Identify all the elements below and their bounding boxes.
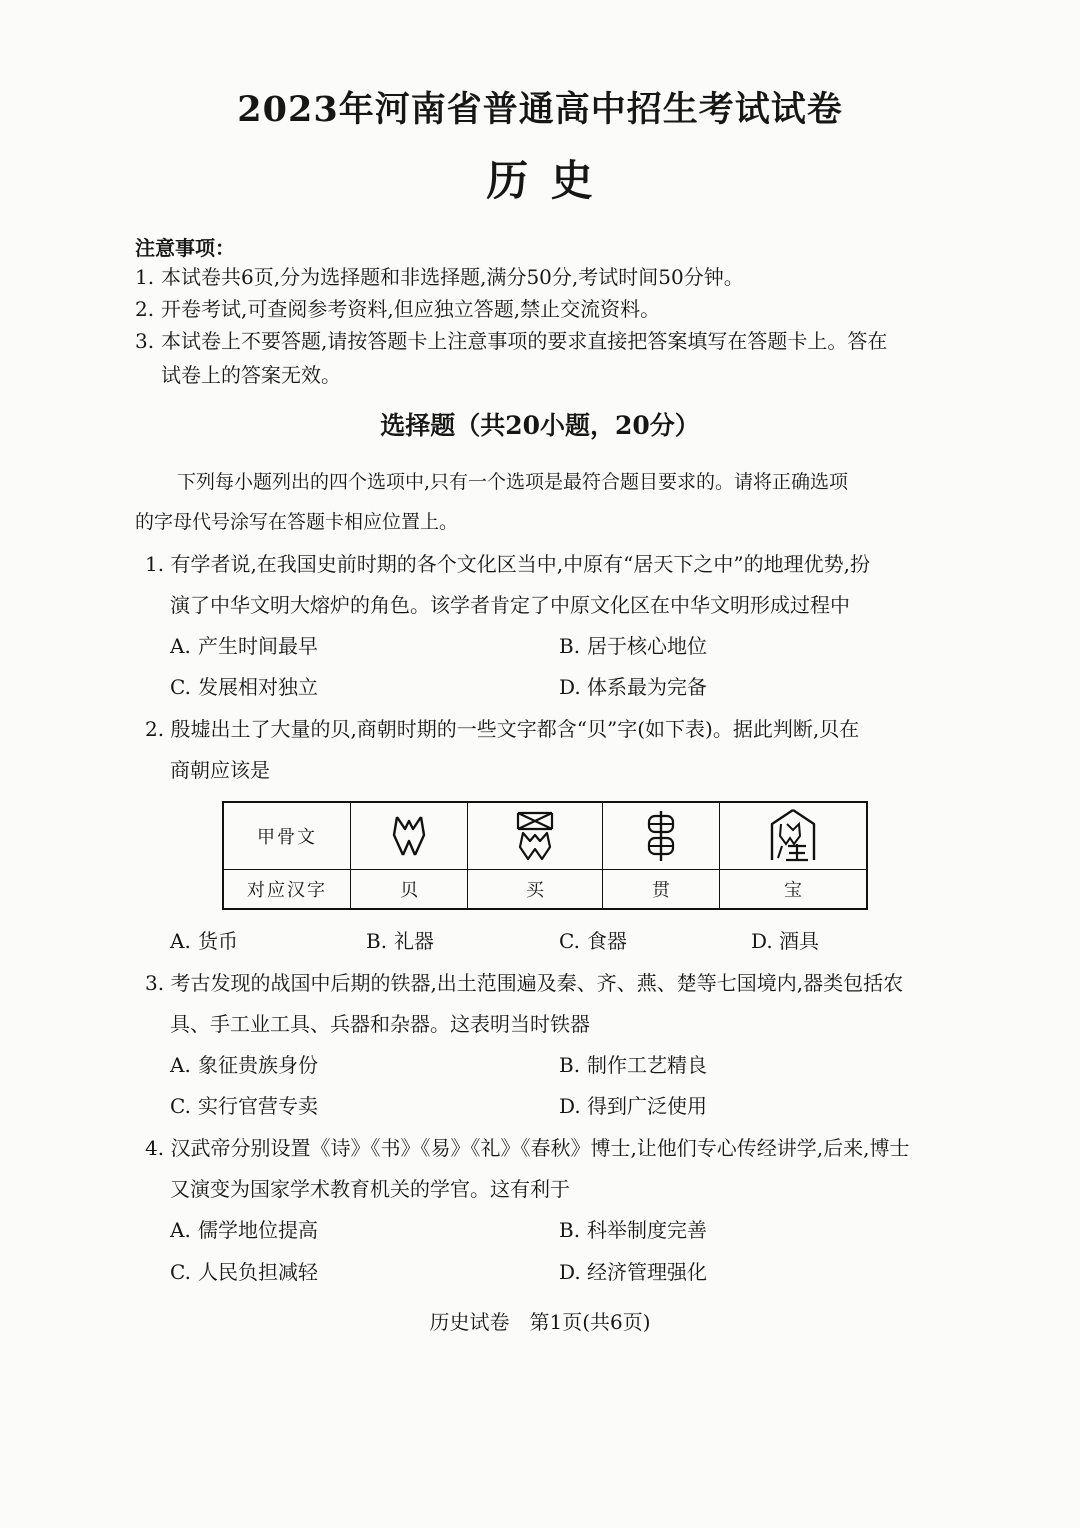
note-text: 本试卷共6页,分为选择题和非选择题,满分50分,考试时间50分钟。 xyxy=(161,265,744,289)
question-number: 4. xyxy=(145,1136,165,1160)
question-2-stem xyxy=(145,714,925,744)
option-text: 产生时间最早 xyxy=(198,634,318,658)
option-letter: C. xyxy=(170,1094,191,1118)
question-1-option-b[interactable] xyxy=(559,631,707,661)
option-text: 制作工艺精良 xyxy=(587,1053,707,1077)
oracle-mai-icon xyxy=(468,802,602,870)
question-4-option-a[interactable] xyxy=(170,1215,318,1245)
question-1-stem xyxy=(145,549,925,579)
question-2-option-d[interactable] xyxy=(751,926,819,956)
option-text: 得到广泛使用 xyxy=(587,1094,707,1118)
question-2-stem-continued: 商朝应该是 xyxy=(170,758,270,782)
option-letter: A. xyxy=(170,929,191,953)
option-text: 居于核心地位 xyxy=(587,634,707,658)
option-letter: D. xyxy=(559,675,581,699)
question-3-stem-continued: 具、手工业工具、兵器和杂器。这表明当时铁器 xyxy=(170,1012,590,1036)
table-row-header: 对应汉字 xyxy=(223,870,351,910)
option-letter: B. xyxy=(366,929,388,953)
note-number: 1. xyxy=(135,265,155,289)
exam-title: 2023年河南省普通高中招生考试试卷 xyxy=(237,89,843,130)
option-text: 经济管理强化 xyxy=(587,1260,707,1284)
question-number: 1. xyxy=(145,552,165,576)
section-intro-line1: 下列每小题列出的四个选项中,只有一个选项是最符合题目要求的。请将正确选项 xyxy=(177,471,849,493)
question-1-option-d[interactable] xyxy=(559,672,707,702)
option-letter: A. xyxy=(170,1053,191,1077)
section-intro-line2: 的字母代号涂写在答题卡相应位置上。 xyxy=(135,511,459,533)
section-heading: 选择题（共20小题，20分） xyxy=(380,411,700,440)
question-4-option-b[interactable] xyxy=(559,1215,707,1245)
option-text: 科举制度完善 xyxy=(587,1218,707,1242)
option-letter: D. xyxy=(751,929,773,953)
table-cell: 宝 xyxy=(720,870,867,910)
note-item xyxy=(135,292,925,326)
question-2-option-b[interactable] xyxy=(366,926,434,956)
question-text: 考古发现的战国中后期的铁器,出土范围遍及秦、齐、燕、楚等七国境内,器类包括农 xyxy=(170,971,904,995)
note-item xyxy=(135,324,925,392)
option-text: 体系最为完备 xyxy=(587,675,707,699)
table-row xyxy=(223,802,867,870)
note-text: 本试卷上不要答题,请按答题卡上注意事项的要求直接把答案填写在答题卡上。答在 xyxy=(161,329,888,353)
question-3-option-a[interactable] xyxy=(170,1050,318,1080)
option-text: 货币 xyxy=(198,929,238,953)
table-cell: 贝 xyxy=(351,870,468,910)
question-1-stem-continued: 演了中华文明大熔炉的角色。该学者肯定了中原文化区在中华文明形成过程中 xyxy=(170,593,850,617)
question-3-option-c[interactable] xyxy=(170,1091,318,1121)
oracle-guan-icon xyxy=(602,802,719,870)
question-4-stem-continued: 又演变为国家学术教育机关的学官。这有利于 xyxy=(170,1177,570,1201)
question-3-option-d[interactable] xyxy=(559,1091,707,1121)
oracle-bao-icon xyxy=(720,802,867,870)
option-letter: C. xyxy=(170,1260,191,1284)
question-2-option-c[interactable] xyxy=(559,926,627,956)
option-letter: B. xyxy=(559,634,581,658)
option-letter: A. xyxy=(170,634,191,658)
option-text: 实行官营专卖 xyxy=(198,1094,318,1118)
table-row-header: 甲骨文 xyxy=(223,802,351,870)
note-text: 开卷考试,可查阅参考资料,但应独立答题,禁止交流资料。 xyxy=(161,297,661,321)
oracle-bone-table xyxy=(222,801,868,910)
option-text: 酒具 xyxy=(779,929,819,953)
option-letter: A. xyxy=(170,1218,191,1242)
note-number: 2. xyxy=(135,297,155,321)
table-cell: 买 xyxy=(468,870,602,910)
question-2-option-a[interactable] xyxy=(170,926,238,956)
option-text: 象征贵族身份 xyxy=(198,1053,318,1077)
question-3-stem xyxy=(145,968,925,998)
subject-title: 历 史 xyxy=(486,156,594,205)
option-text: 礼器 xyxy=(394,929,434,953)
option-text: 食器 xyxy=(587,929,627,953)
question-number: 2. xyxy=(145,717,165,741)
question-text: 殷墟出土了大量的贝,商朝时期的一些文字都含“贝”字(如下表)。据此判断,贝在 xyxy=(170,717,860,741)
oracle-bei-icon xyxy=(351,802,468,870)
question-4-option-c[interactable] xyxy=(170,1257,318,1287)
option-letter: B. xyxy=(559,1053,581,1077)
option-letter: C. xyxy=(559,929,580,953)
option-letter: D. xyxy=(559,1260,581,1284)
note-text-continued: 试卷上的答案无效。 xyxy=(161,363,341,387)
question-text: 有学者说,在我国史前时期的各个文化区当中,中原有“居天下之中”的地理优势,扮 xyxy=(170,552,870,576)
question-1-option-c[interactable] xyxy=(170,672,318,702)
option-text: 发展相对独立 xyxy=(198,675,318,699)
question-number: 3. xyxy=(145,971,165,995)
option-text: 儒学地位提高 xyxy=(198,1218,318,1242)
question-text: 汉武帝分别设置《诗》《书》《易》《礼》《春秋》博士,让他们专心传经讲学,后来,博士 xyxy=(170,1136,910,1160)
note-item xyxy=(135,260,925,294)
question-4-option-d[interactable] xyxy=(559,1257,707,1287)
page-footer: 历史试卷 第1页(共6页) xyxy=(429,1310,651,1334)
table-row xyxy=(223,870,867,910)
option-letter: C. xyxy=(170,675,191,699)
question-4-stem xyxy=(145,1133,925,1163)
option-text: 人民负担减轻 xyxy=(198,1260,318,1284)
notes-heading: 注意事项： xyxy=(135,236,235,260)
note-number: 3. xyxy=(135,329,155,353)
table-cell: 贯 xyxy=(602,870,719,910)
question-1-option-a[interactable] xyxy=(170,631,318,661)
option-letter: D. xyxy=(559,1094,581,1118)
question-3-option-b[interactable] xyxy=(559,1050,707,1080)
option-letter: B. xyxy=(559,1218,581,1242)
